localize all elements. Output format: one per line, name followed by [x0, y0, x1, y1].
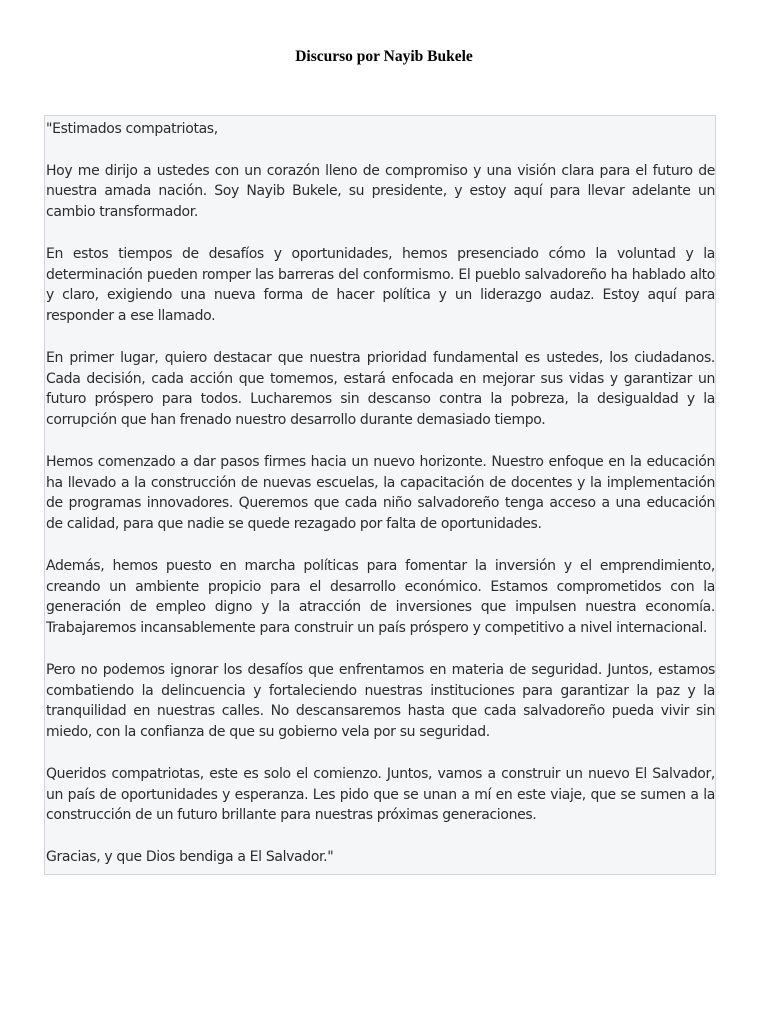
speech-paragraph: En primer lugar, quiero destacar que nuestra prioridad fundamental es ustedes, los ciudadanos. Cada decisión, cada acción que tomemos, estará enfocada en mejorar sus vidas y garantizar un futuro próspero para todos. Lucharemos sin descanso contra la pobreza, la desigualdad y la corrupción que han frenado nuestro desarrollo durante demasiado tiempo. [46, 349, 715, 429]
speech-paragraph: Hoy me dirijo a ustedes con un corazón lleno de compromiso y una visión clara para el futuro de nuestra amada nación. Soy Nayib Bukele, su presidente, y estoy aquí para llevar adelante un cambio transformador. [46, 162, 715, 221]
speech-paragraph: Queridos compatriotas, este es solo el comienzo. Juntos, vamos a construir un nuevo El Salvador, un país de oportunidades y esperanza. Les pido que se unan a mí en este viaje, que se sumen a la construcción de un futuro brillante para nuestras próximas generaciones. [46, 765, 715, 824]
speech-paragraph: Además, hemos puesto en marcha políticas para fomentar la inversión y el emprendimiento, creando un ambiente propicio para el desarrollo económico. Estamos comprometidos con la generación de empleo digno y la atracción de inversiones que impulsen nuestra economía. Trabajaremos incansablemente para construir un país próspero y competitivo a nivel internacional. [46, 557, 715, 637]
speech-paragraph: Pero no podemos ignorar los desafíos que enfrentamos en materia de seguridad. Juntos, estamos combatiendo la delincuencia y fortaleciendo nuestras instituciones para garantizar la paz y la tranquilidad en nuestras calles. No descansaremos hasta que cada salvadoreño pueda vivir sin miedo, con la confianza de que su gobierno vela por su seguridad. [46, 661, 715, 741]
speech-paragraph: Gracias, y que Dios bendiga a El Salvador." [46, 848, 334, 865]
speech-paragraph: "Estimados compatriotas, [46, 121, 218, 137]
document-title: Discurso por Nayib Bukele [295, 48, 473, 65]
speech-paragraph: Hemos comenzado a dar pasos firmes hacia un nuevo horizonte. Nuestro enfoque en la educación ha llevado a la construcción de nuevas escuelas, la capacitación de docentes y la implementación de programas innovadores. Queremos que cada niño salvadoreño tenga acceso a una educación de calidad, para que nadie se quede rezagado por falta de oportunidades. [46, 453, 715, 533]
speech-text-box [44, 115, 716, 875]
speech-paragraph: En estos tiempos de desafíos y oportunidades, hemos presenciado cómo la voluntad y la determinación pueden romper las barreras del conformismo. El pueblo salvadoreño ha hablado alto y claro, exigiendo una nueva forma de hacer política y un liderazgo audaz. Estoy aquí para responder a ese llamado. [46, 245, 715, 325]
